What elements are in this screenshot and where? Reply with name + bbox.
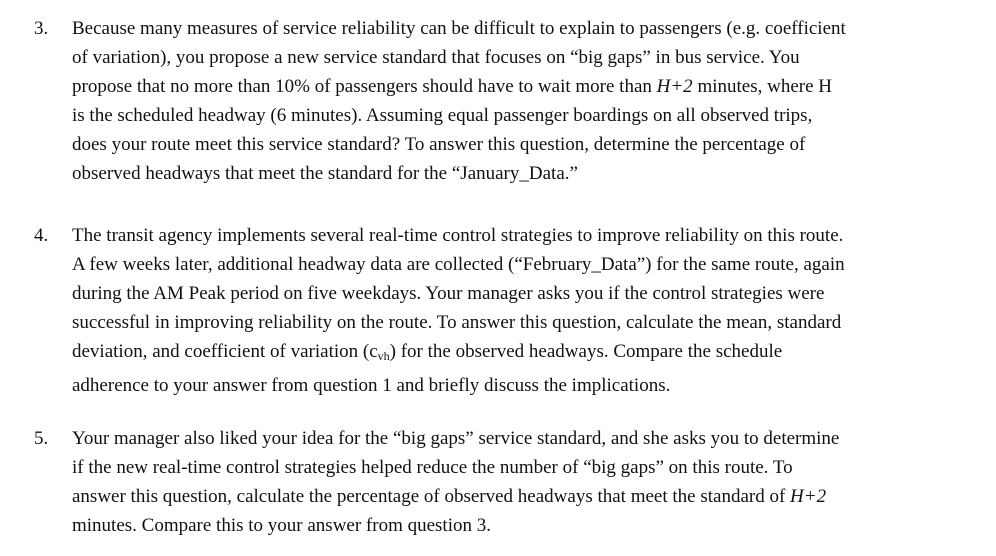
text-run: ) for the observed headways. Compare the schedule: [389, 341, 783, 362]
text-line: during the AM Peak period on five weekdays. Your manager asks you if the control strategies were: [72, 283, 825, 304]
text-line: A few weeks later, additional headway data are collected (“February_Data”) for the same route, again: [72, 254, 845, 275]
subscript-vh: vh: [377, 349, 390, 363]
text-line: successful in improving reliability on the route. To answer this question, calculate the mean, standard: [72, 312, 842, 333]
text-line: minutes. Compare this to your answer from question 3.: [72, 515, 491, 536]
text-run: deviation, and coefficient of variation (c: [72, 341, 378, 362]
text-line: adherence to your answer from question 1 and briefly discuss the implications.: [72, 375, 671, 396]
formula-h-plus-2: H+2: [790, 486, 827, 507]
text-run: answer this question, calculate the percentage of observed headways that meet the standard of: [72, 486, 791, 507]
text-line: [72, 337, 992, 371]
text-line: [72, 482, 992, 511]
text-run: minutes, where H: [692, 76, 832, 97]
text-line: if the new real-time control strategies helped reduce the number of “big gaps” on this route. To: [72, 457, 793, 478]
text-line: is the scheduled headway (6 minutes). Assuming equal passenger boardings on all observed trips,: [72, 105, 813, 126]
question-text: [72, 221, 992, 400]
text-line: Your manager also liked your idea for the “big gaps” service standard, and she asks you to determine: [72, 428, 840, 449]
question-number: 5.: [34, 428, 49, 449]
text-line: Because many measures of service reliability can be difficult to explain to passengers (e.g. coefficient: [72, 18, 846, 39]
text-line: observed headways that meet the standard for the “January_Data.”: [72, 163, 578, 184]
question-number: 3.: [34, 18, 49, 39]
text-line: does your route meet this service standard? To answer this question, determine the percentage of: [72, 134, 806, 155]
text-line: [72, 72, 992, 101]
text-line: The transit agency implements several real-time control strategies to improve reliability on this route.: [72, 225, 844, 246]
text-line: of variation), you propose a new service standard that focuses on “big gaps” in bus service. You: [72, 47, 800, 68]
text-run: propose that no more than 10% of passengers should have to wait more than: [72, 76, 657, 97]
question-number: 4.: [34, 225, 49, 246]
question-text: [72, 424, 992, 540]
formula-h-plus-2: H+2: [656, 76, 693, 97]
question-text: [72, 14, 992, 188]
